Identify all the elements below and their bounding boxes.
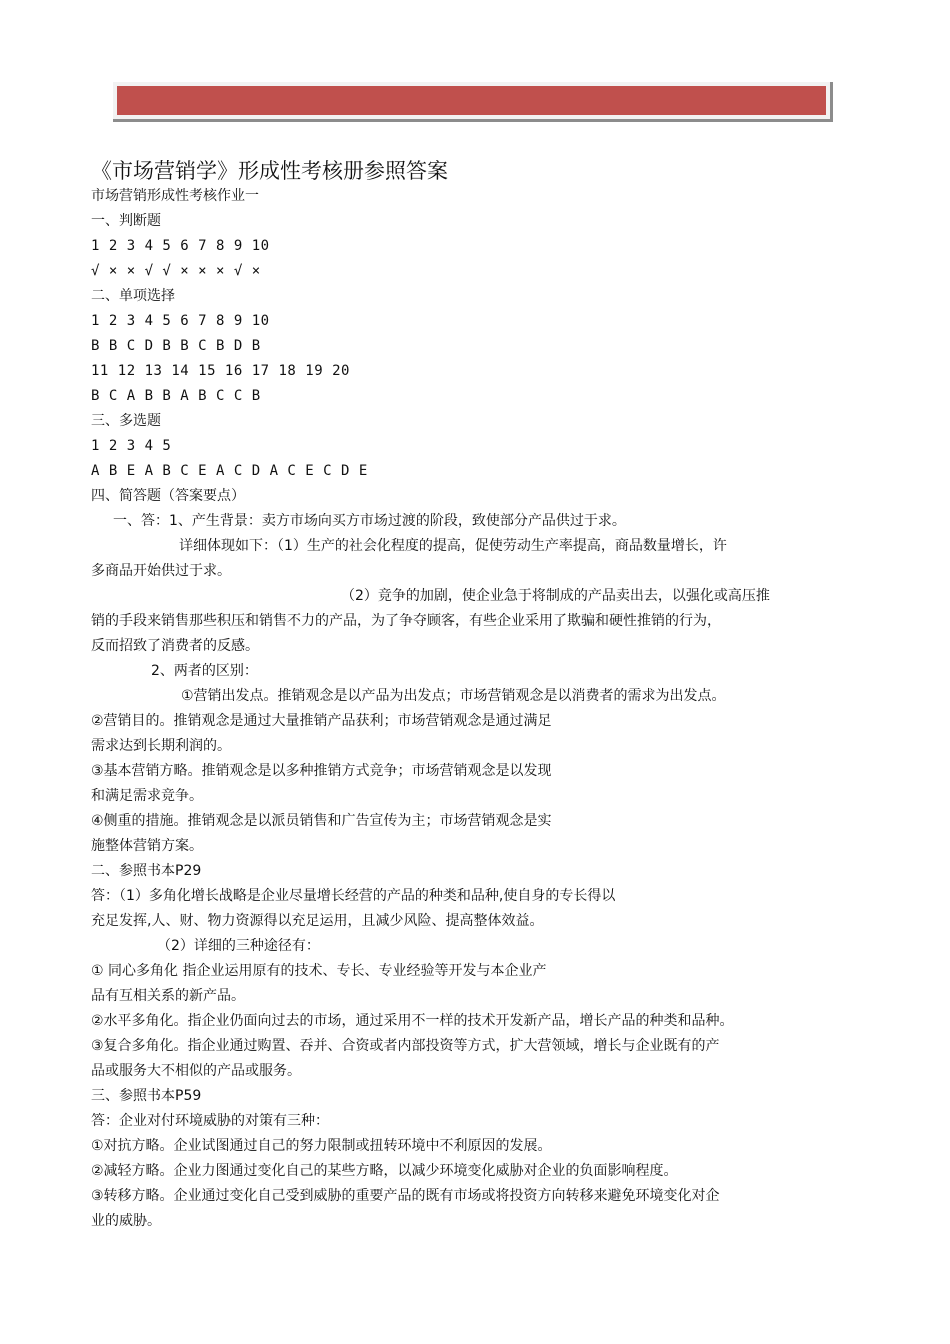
paragraph-line: （2）详细的三种途径有： <box>157 938 320 954</box>
header-banner-fill <box>117 86 826 115</box>
paragraph-line: ①对抗方略。企业试图通过自己的努力限制或扭转环境中不利原因的发展。 <box>91 1138 552 1154</box>
paragraph-line: 多商品开始供过于求。 <box>91 563 231 579</box>
paragraph-line: 品或服务大不相似的产品或服务。 <box>91 1063 301 1079</box>
paragraph-line: 答：（1）多角化增长战略是企业尽量增长经营的产品的种类和品种,使自身的专长得以 <box>91 888 616 904</box>
question-numbers: 1 2 3 4 5 <box>91 438 172 454</box>
section-heading-true-false: 一、判断题 <box>91 213 161 229</box>
paragraph-line: 答：企业对付环境威胁的对策有三种： <box>91 1113 329 1129</box>
paragraph-line: 施整体营销方案。 <box>91 838 203 854</box>
paragraph-line: ②水平多角化。指企业仍面向过去的市场，通过采用不一样的技术开发新产品，增长产品的种类和品种。 <box>91 1013 734 1029</box>
paragraph-line: ① 同心多角化 指企业运用原有的技术、专长、专业经验等开发与本企业产 <box>91 963 547 979</box>
paragraph-line: 销的手段来销售那些积压和销售不力的产品，为了争夺顾客，有些企业采用了欺骗和硬性推销的行为， <box>91 613 721 629</box>
header-banner <box>113 82 833 122</box>
paragraph-line: 需求达到长期利润的。 <box>91 738 231 754</box>
answer-row: B C A B B A B C C B <box>91 388 261 404</box>
paragraph-line: ③基本营销方略。推销观念是以多种推销方式竞争；市场营销观念是以发现 <box>91 763 552 779</box>
paragraph-line: ③转移方略。企业通过变化自己受到威胁的重要产品的既有市场或将投资方向转移来避免环境变化对企 <box>91 1188 720 1204</box>
paragraph-line: ①营销出发点。推销观念是以产品为出发点；市场营销观念是以消费者的需求为出发点。 <box>181 688 726 704</box>
paragraph-line: 充足发挥,人、财、物力资源得以充足运用，且减少风险、提高整体效益。 <box>91 913 544 929</box>
answer-row: √ × × √ √ × × × √ × <box>91 263 261 279</box>
paragraph-line: ②减轻方略。企业力图通过变化自己的某些方略，以减少环境变化威胁对企业的负面影响程度。 <box>91 1163 678 1179</box>
question-numbers: 11 12 13 14 15 16 17 18 19 20 <box>91 363 350 379</box>
paragraph-line: ④侧重的措施。推销观念是以派员销售和广告宣传为主；市场营销观念是实 <box>91 813 552 829</box>
answer-row: B B C D B B C B D B <box>91 338 261 354</box>
paragraph-line: 和满足需求竞争。 <box>91 788 203 804</box>
question-numbers: 1 2 3 4 5 6 7 8 9 10 <box>91 313 270 329</box>
document-subtitle: 市场营销形成性考核作业一 <box>91 188 259 204</box>
paragraph-line: 2、两者的区别： <box>151 663 258 679</box>
question-heading: 二、参照书本P29 <box>91 863 202 879</box>
paragraph-line: 品有互相关系的新产品。 <box>91 988 245 1004</box>
paragraph-line: 业的威胁。 <box>91 1213 161 1229</box>
section-heading-short-answer: 四、简答题（答案要点） <box>91 488 245 504</box>
question-numbers: 1 2 3 4 5 6 7 8 9 10 <box>91 238 270 254</box>
paragraph-line: 一、答：1、产生背景：卖方市场向买方市场过渡的阶段，致使部分产品供过于求。 <box>113 513 626 529</box>
paragraph-line: ②营销目的。推销观念是通过大量推销产品获利；市场营销观念是通过满足 <box>91 713 552 729</box>
paragraph-line: ③复合多角化。指企业通过购置、吞并、合资或者内部投资等方式，扩大营领域，增长与企业既有的产 <box>91 1038 720 1054</box>
paragraph-line: （2）竞争的加剧，使企业急于将制成的产品卖出去，以强化或高压推 <box>341 588 770 604</box>
document-body <box>91 184 871 1234</box>
section-heading-single-choice: 二、单项选择 <box>91 288 175 304</box>
paragraph-line: 反而招致了消费者的反感。 <box>91 638 259 654</box>
question-heading: 三、参照书本P59 <box>91 1088 202 1104</box>
section-heading-multiple-choice: 三、多选题 <box>91 413 161 429</box>
document-title: 《市场营销学》形成性考核册参照答案 <box>91 159 448 183</box>
paragraph-line: 详细体现如下：（1）生产的社会化程度的提高，促使劳动生产率提高，商品数量增长，许 <box>179 538 727 554</box>
answer-row: A B E A B C E A C D A C E C D E <box>91 463 368 479</box>
